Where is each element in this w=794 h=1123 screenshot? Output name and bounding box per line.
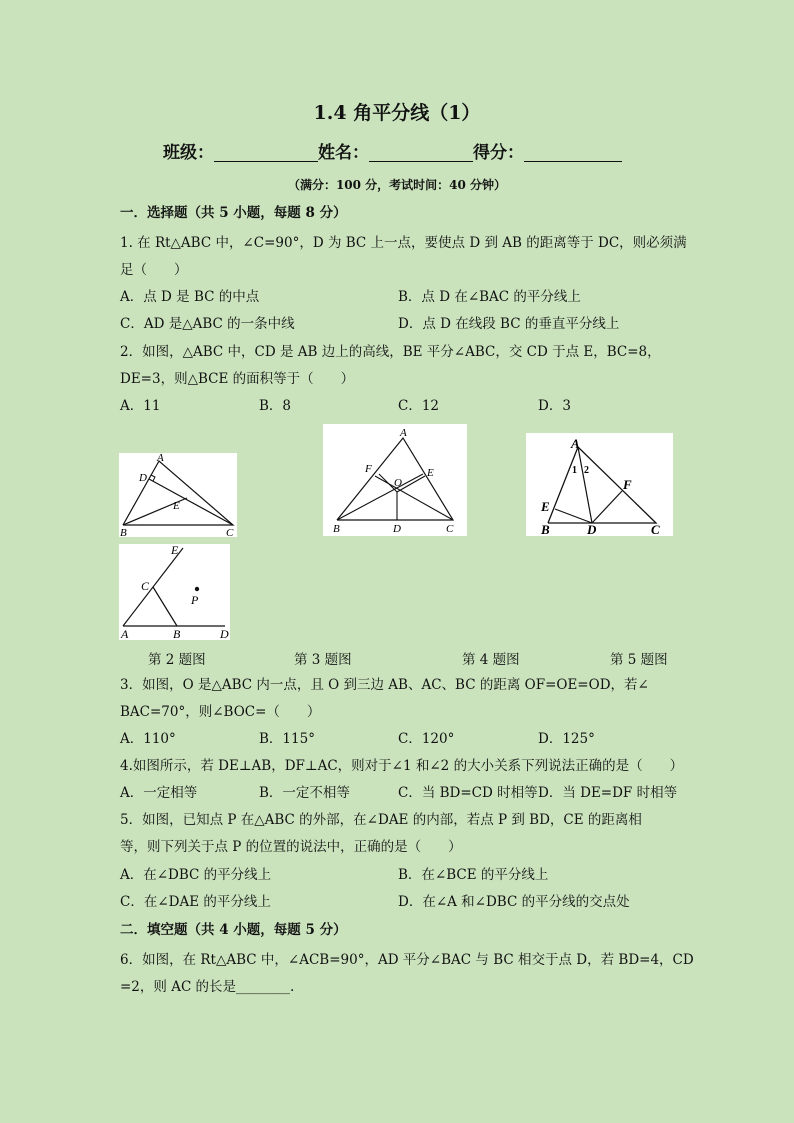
q2-option-b[interactable]: B．8 [259,398,292,414]
fig3-line-bo [337,474,423,520]
fig4-df [592,491,622,523]
fig3-label: D [393,523,401,535]
q4-option-b[interactable]: B．一定不相等 [259,785,350,801]
fig2-label: E [173,500,180,512]
fig3-label: E [427,467,434,479]
figure-q2 [119,453,237,537]
fig5-label: E [171,544,179,557]
q3-option-b[interactable]: B．115° [259,731,315,747]
fig2-label: B [120,527,127,537]
caption-fig3: 第 3 题图 [294,652,352,668]
fig2-altitude-cd [149,479,233,525]
page-title: 1.4 角平分线（1） [313,102,481,124]
q1-line2: 足（ ） [120,262,188,278]
fig4-label: D [587,522,597,536]
fig5-label: B [173,627,181,640]
fig5-label: C [141,579,150,593]
fig4-label: B [541,522,550,536]
q5-option-a[interactable]: A．在∠DBC 的平分线上 [120,867,272,883]
class-label: 班级： [163,143,214,163]
q2-option-d[interactable]: D．3 [538,398,571,414]
q4-line1: 4.如图所示，若 DE⊥AB，DF⊥AC，则对于∠1 和∠2 的大小关系下列说法正确的是（ ） [120,758,684,774]
q4-option-d[interactable]: D．当 DE=DF 时相等 [538,785,678,801]
q1-option-b[interactable]: B．点 D 在∠BAC 的平分线上 [398,289,581,305]
q5-line1: 5．如图，已知点 P 在△ABC 的外部，在∠DAE 的内部，若点 P 到 BD，CE 的距离相 [120,812,642,828]
q2-option-a[interactable]: A．11 [120,398,161,414]
fig4-label: A [571,436,580,451]
fig2-label: D [139,472,147,484]
score-label: 得分： [473,143,524,163]
q3-option-d[interactable]: D．125° [538,731,595,747]
fig5-segment-cb [153,587,177,626]
q2-option-c[interactable]: C．12 [398,398,440,414]
q3-option-c[interactable]: C．120° [398,731,455,747]
fig3-label: A [400,427,407,439]
q5-line2: 等，则下列关于点 P 的位置的说法中，正确的是（ ） [120,839,462,855]
score-blank[interactable] [524,143,622,162]
figure-q4 [526,433,673,536]
q3-line1: 3．如图，O 是△ABC 内一点，且 O 到三边 AB、AC、BC 的距离 OF=OE=OD，若∠ [120,677,649,693]
fig4-label: F [623,477,632,492]
fig4-label: 2 [584,465,589,476]
fig5-label: A [121,627,129,640]
q3-line2: BAC=70°，则∠BOC=（ ） [120,704,321,720]
q1-option-d[interactable]: D．点 D 在线段 BC 的垂直平分线上 [398,316,620,332]
fig4-label: 1 [572,465,577,476]
q4-option-c[interactable]: C．当 BD=CD 时相等 [398,785,538,801]
fig4-label: E [541,499,550,514]
section-2-heading: 二．填空题（共 4 小题，每题 5 分） [120,922,347,938]
caption-fig2: 第 2 题图 [148,652,206,668]
fig3-label: C [446,523,454,535]
class-blank[interactable] [214,143,318,162]
figure-q3 [323,424,467,536]
fig2-label: A [157,453,164,464]
q1-option-c[interactable]: C．AD 是△ABC 的一条中线 [120,316,295,332]
caption-fig5: 第 5 题图 [610,652,668,668]
q5-option-c[interactable]: C．在∠DAE 的平分线上 [120,894,271,910]
name-label: 姓名： [318,143,369,163]
exam-note: （满分：100 分，考试时间：40 分钟） [287,178,507,192]
fig5-point-p [195,587,199,591]
fig4-de [555,509,592,523]
q2-line2: DE=3，则△BCE 的面积等于（ ） [120,371,355,387]
fig3-label: B [333,523,340,535]
q2-line1: 2．如图，△ABC 中，CD 是 AB 边上的高线，BE 平分∠ABC，交 CD 于点 E，BC=8， [120,344,661,360]
fig3-label: O [394,477,402,489]
figure-q5 [119,544,230,640]
q1-line1: 1. 在 Rt△ABC 中，∠C=90°，D 为 BC 上一点，要使点 D 到 AB 的距离等于 DC，则必须满 [120,235,687,251]
student-info-line [163,138,622,163]
fig4-label: C [651,522,660,536]
q4-option-a[interactable]: A．一定相等 [120,785,198,801]
q5-option-b[interactable]: B．在∠BCE 的平分线上 [398,867,549,883]
fig2-label: C [226,527,234,537]
q6-line2[interactable]: =2，则 AC 的长是________. [120,979,295,995]
q3-option-a[interactable]: A．110° [120,731,176,747]
section-1-heading: 一．选择题（共 5 小题，每题 8 分） [120,205,347,221]
q5-option-d[interactable]: D．在∠A 和∠DBC 的平分线的交点处 [398,894,630,910]
q6-line1: 6．如图，在 Rt△ABC 中，∠ACB=90°，AD 平分∠BAC 与 BC 相交于点 D，若 BD=4，CD [120,952,694,968]
fig5-label: P [191,593,199,607]
q1-option-a[interactable]: A．点 D 是 BC 的中点 [120,289,260,305]
fig5-label: D [220,627,229,640]
name-blank[interactable] [369,143,473,162]
caption-fig4: 第 4 题图 [462,652,520,668]
fig3-label: F [365,463,372,475]
